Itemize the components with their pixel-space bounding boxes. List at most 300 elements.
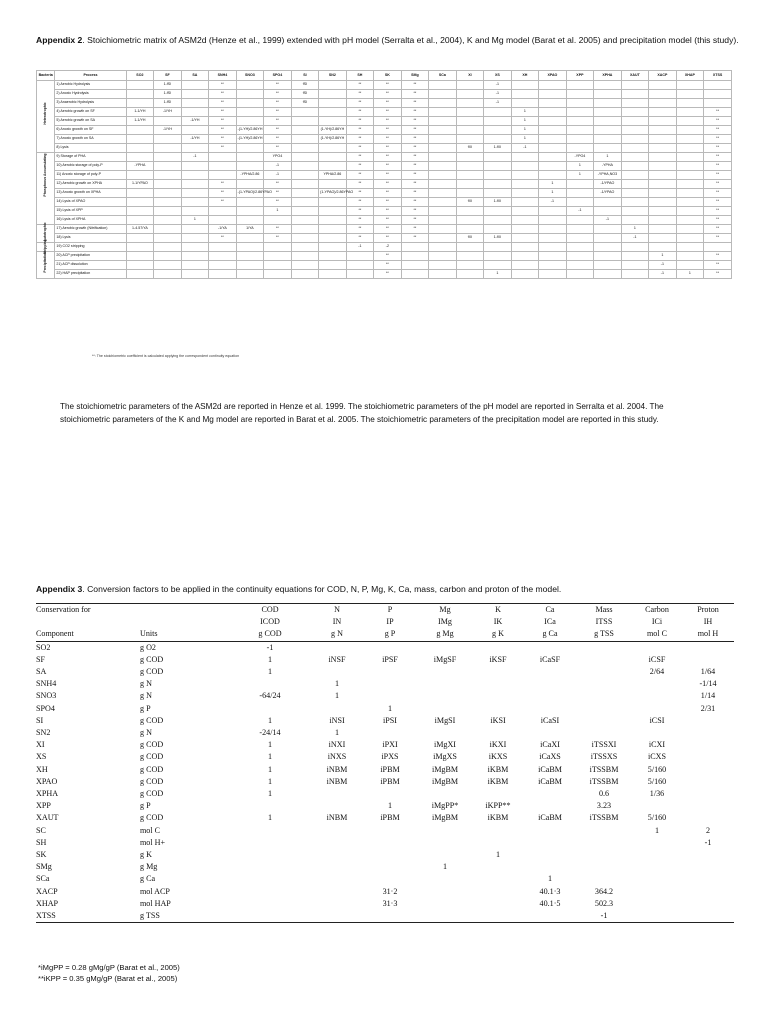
units-cell: g COD xyxy=(140,715,164,725)
matrix-process-cell: 18) Lysis xyxy=(55,234,126,243)
matrix-cell xyxy=(429,252,457,261)
matrix-cell: ** xyxy=(346,81,374,90)
matrix-cell xyxy=(126,270,154,279)
matrix-cell xyxy=(319,252,347,261)
matrix-cell: 1 xyxy=(511,135,539,144)
matrix-cell: ** xyxy=(401,135,429,144)
component-cell: SH xyxy=(36,837,47,847)
matrix-col-header: SF xyxy=(154,71,182,81)
matrix-cell xyxy=(649,189,677,198)
conversion-header-cell: g COD xyxy=(228,628,312,641)
conversion-header-cell: ICi xyxy=(651,617,663,627)
conversion-cell xyxy=(228,898,312,910)
matrix-cell xyxy=(154,261,182,270)
matrix-cell xyxy=(126,171,154,180)
conversion-cell: iKPP** xyxy=(485,801,511,811)
conversion-cell xyxy=(472,861,524,873)
matrix-cell: -1 xyxy=(484,90,512,99)
matrix-cell: 1-1/YH xyxy=(126,108,154,117)
conversion-cell: 2/31 xyxy=(700,703,716,713)
matrix-cell xyxy=(126,252,154,261)
matrix-cell xyxy=(264,243,292,252)
matrix-cell xyxy=(126,207,154,216)
matrix-cell: ** xyxy=(374,234,402,243)
matrix-cell: ** xyxy=(704,180,732,189)
matrix-cell: ** xyxy=(264,198,292,207)
matrix-cell xyxy=(291,270,319,279)
matrix-cell: ** xyxy=(264,144,292,153)
matrix-cell: -YPHA/2.86 xyxy=(236,171,264,180)
units-cell: g COD xyxy=(140,764,164,774)
conversion-cell: -1 xyxy=(266,642,274,652)
conversion-row xyxy=(36,910,734,923)
matrix-cell xyxy=(539,81,567,90)
conversion-cell xyxy=(576,641,632,654)
conversion-cell xyxy=(472,886,524,898)
conversion-cell xyxy=(418,690,472,702)
conversion-header-cell: Component xyxy=(36,628,140,641)
matrix-cell xyxy=(676,252,704,261)
matrix-cell xyxy=(319,180,347,189)
matrix-cell xyxy=(566,270,594,279)
matrix-cell xyxy=(594,198,622,207)
matrix-cell: 1-4.57/YA xyxy=(126,225,154,234)
matrix-cell xyxy=(676,153,704,162)
conversion-cell: iKBM xyxy=(487,764,509,774)
conversion-cell: iKXS xyxy=(488,752,508,762)
matrix-group-label-text: Heterotrophic xyxy=(42,101,47,125)
matrix-cell xyxy=(429,90,457,99)
matrix-cell xyxy=(236,117,264,126)
matrix-cell xyxy=(511,153,539,162)
matrix-cell xyxy=(676,162,704,171)
matrix-cell xyxy=(456,243,484,252)
matrix-cell: ** xyxy=(401,207,429,216)
conversion-header-cell: IH xyxy=(703,617,713,627)
matrix-cell xyxy=(456,261,484,270)
conversion-cell xyxy=(682,715,734,727)
matrix-cell xyxy=(539,144,567,153)
conversion-cell: 1 xyxy=(267,715,273,725)
matrix-cell xyxy=(456,126,484,135)
conversion-cell: 40.1·3 xyxy=(539,886,561,896)
matrix-cell: ** xyxy=(346,99,374,108)
units-cell: g K xyxy=(140,850,152,860)
matrix-row xyxy=(37,198,732,207)
matrix-cell: -1/YA xyxy=(209,225,237,234)
conversion-cell xyxy=(524,861,576,873)
conversion-row xyxy=(36,739,734,751)
matrix-cell xyxy=(594,144,622,153)
conversion-header-cell: K xyxy=(472,604,524,617)
matrix-cell xyxy=(181,180,209,189)
matrix-group-label-text: Autotrophic xyxy=(42,221,47,242)
matrix-cell xyxy=(429,153,457,162)
matrix-cell xyxy=(126,189,154,198)
matrix-row xyxy=(37,90,732,99)
conversion-cell xyxy=(418,849,472,861)
conversion-cell xyxy=(524,837,576,849)
matrix-cell xyxy=(539,135,567,144)
matrix-cell: ** xyxy=(374,189,402,198)
appendix3-caption xyxy=(36,583,744,595)
matrix-cell xyxy=(566,198,594,207)
matrix-cell: 1 xyxy=(594,153,622,162)
matrix-cell xyxy=(621,180,649,189)
conversion-cell xyxy=(362,788,418,800)
matrix-col-header: XS xyxy=(484,71,512,81)
matrix-row xyxy=(37,81,732,90)
matrix-cell xyxy=(511,162,539,171)
conversion-header-cell xyxy=(36,616,140,628)
conversion-header-cell: g K xyxy=(472,628,524,641)
conversion-header-cell: IMg xyxy=(438,617,452,627)
component-cell: XS xyxy=(36,752,47,762)
matrix-cell xyxy=(181,162,209,171)
conversion-cell: iTSSXS xyxy=(590,752,618,762)
matrix-cell: ** xyxy=(346,189,374,198)
matrix-cell xyxy=(594,99,622,108)
matrix-cell xyxy=(704,99,732,108)
footnote-ik-pp: **iKPP = 0.35 gMg/gP (Barat et al., 2005) xyxy=(38,974,178,983)
matrix-cell xyxy=(676,90,704,99)
matrix-cell xyxy=(566,126,594,135)
matrix-cell xyxy=(511,270,539,279)
matrix-cell xyxy=(181,207,209,216)
conversion-cell xyxy=(312,800,362,812)
matrix-cell xyxy=(649,225,677,234)
conversion-cell: iKBM xyxy=(487,813,509,823)
matrix-cell xyxy=(621,189,649,198)
conversion-cell: 40.1·5 xyxy=(539,898,561,908)
conversion-cell xyxy=(472,690,524,702)
matrix-row xyxy=(37,225,732,234)
matrix-cell: ** xyxy=(401,198,429,207)
units-cell: g P xyxy=(140,703,151,713)
matrix-row xyxy=(37,144,732,153)
conversion-cell xyxy=(682,641,734,654)
component-cell: XHAP xyxy=(36,898,59,908)
conversion-cell: 1 xyxy=(387,703,393,713)
matrix-cell xyxy=(291,180,319,189)
matrix-cell: ** xyxy=(346,180,374,189)
conversion-cell xyxy=(524,910,576,923)
matrix-cell xyxy=(539,108,567,117)
matrix-cell: ** xyxy=(264,225,292,234)
matrix-cell xyxy=(291,198,319,207)
matrix-cell xyxy=(676,180,704,189)
matrix-cell xyxy=(539,171,567,180)
matrix-row xyxy=(37,180,732,189)
conversion-cell: -64/24 xyxy=(259,691,281,701)
conversion-cell: 2 xyxy=(705,825,711,835)
conversion-header-cell: g N xyxy=(312,628,362,641)
matrix-cell xyxy=(484,225,512,234)
conversion-cell xyxy=(312,861,362,873)
conversion-cell xyxy=(362,641,418,654)
units-cell: mol H+ xyxy=(140,837,166,847)
matrix-cell xyxy=(621,270,649,279)
conversion-cell: iMgBM xyxy=(431,813,459,823)
matrix-cell xyxy=(209,243,237,252)
matrix-cell: -YPHA,NO3 xyxy=(594,171,622,180)
matrix-cell xyxy=(621,261,649,270)
matrix-cell xyxy=(539,90,567,99)
conversion-cell: iPSF xyxy=(382,654,398,664)
matrix-cell: ** xyxy=(346,135,374,144)
conversion-cell: iNBM xyxy=(326,764,348,774)
matrix-cell xyxy=(346,261,374,270)
matrix-cell xyxy=(154,207,182,216)
matrix-cell xyxy=(291,207,319,216)
matrix-cell xyxy=(566,216,594,225)
matrix-cell: ** xyxy=(264,99,292,108)
matrix-cell xyxy=(456,180,484,189)
matrix-group-label-text: Phosphorus Accumulating xyxy=(42,153,47,197)
matrix-cell: fXI xyxy=(456,144,484,153)
matrix-cell xyxy=(429,243,457,252)
matrix-cell xyxy=(181,225,209,234)
matrix-cell xyxy=(154,153,182,162)
matrix-cell xyxy=(594,234,622,243)
matrix-cell: (1-YH)/2.86YH xyxy=(319,135,347,144)
matrix-row xyxy=(37,99,732,108)
matrix-cell xyxy=(621,117,649,126)
conversion-cell xyxy=(576,715,632,727)
matrix-cell xyxy=(429,198,457,207)
conversion-cell xyxy=(632,849,682,861)
matrix-cell: fSI xyxy=(291,90,319,99)
matrix-cell: ** xyxy=(401,162,429,171)
conversion-cell xyxy=(632,703,682,715)
matrix-cell xyxy=(429,162,457,171)
matrix-cell: ** xyxy=(209,144,237,153)
conversion-cell xyxy=(228,886,312,898)
conversion-cell xyxy=(312,825,362,837)
matrix-cell xyxy=(676,126,704,135)
matrix-cell xyxy=(236,252,264,261)
conversion-cell: iNBM xyxy=(326,813,348,823)
matrix-cell xyxy=(511,90,539,99)
conversion-header-cell: Mg xyxy=(418,604,472,617)
matrix-cell xyxy=(484,153,512,162)
matrix-group-label-text: Stripping xyxy=(42,239,47,255)
conversion-cell xyxy=(576,654,632,666)
conversion-cell: iCaXS xyxy=(539,752,561,762)
matrix-cell: ** xyxy=(346,117,374,126)
matrix-process-cell: 17) Aerobic growth (Nitrification) xyxy=(55,225,126,234)
matrix-cell xyxy=(209,162,237,171)
matrix-cell: -YPHA xyxy=(594,162,622,171)
matrix-cell xyxy=(594,252,622,261)
conversion-header-cell: g TSS xyxy=(576,628,632,641)
matrix-cell xyxy=(621,81,649,90)
conversion-header-cell: IK xyxy=(493,617,503,627)
matrix-cell: ** xyxy=(374,270,402,279)
matrix-row xyxy=(37,108,732,117)
matrix-cell xyxy=(181,189,209,198)
matrix-cell xyxy=(236,198,264,207)
conversion-cell xyxy=(418,678,472,690)
conversion-cell xyxy=(524,641,576,654)
matrix-cell xyxy=(594,207,622,216)
conversion-cell xyxy=(472,873,524,885)
matrix-cell xyxy=(676,108,704,117)
matrix-cell: ** xyxy=(264,108,292,117)
conversion-cell xyxy=(632,690,682,702)
conversion-cell: 3.23 xyxy=(596,801,612,811)
matrix-cell xyxy=(429,144,457,153)
units-cell: g N xyxy=(140,691,152,701)
matrix-col-header: Process xyxy=(55,71,126,81)
conversion-cell: 1 xyxy=(334,728,340,738)
matrix-cell: 1 xyxy=(621,225,649,234)
matrix-cell: ** xyxy=(704,252,732,261)
conversion-row xyxy=(36,715,734,727)
matrix-cell xyxy=(676,216,704,225)
conversion-cell xyxy=(576,873,632,885)
conversion-cell xyxy=(472,825,524,837)
matrix-cell xyxy=(539,117,567,126)
conversion-cell xyxy=(228,837,312,849)
conversion-header-cell: ICa xyxy=(544,617,556,627)
matrix-cell xyxy=(154,243,182,252)
matrix-cell: ** xyxy=(401,117,429,126)
conversion-cell: iTSSBM xyxy=(589,764,619,774)
conversion-cell: iPSI xyxy=(383,715,397,725)
matrix-cell xyxy=(429,261,457,270)
component-cell: SNO3 xyxy=(36,691,57,701)
matrix-cell xyxy=(209,270,237,279)
component-cell: XPAO xyxy=(36,776,58,786)
conversion-row xyxy=(36,898,734,910)
conversion-cell: iPXI xyxy=(382,740,398,750)
matrix-cell xyxy=(181,234,209,243)
matrix-cell xyxy=(181,243,209,252)
units-cell: g COD xyxy=(140,813,164,823)
conversion-cell xyxy=(312,849,362,861)
conversion-cell xyxy=(362,727,418,739)
matrix-cell: fSI xyxy=(291,81,319,90)
matrix-cell xyxy=(126,261,154,270)
matrix-cell xyxy=(429,126,457,135)
matrix-cell xyxy=(181,90,209,99)
matrix-cell xyxy=(346,252,374,261)
conversion-header-cell: COD xyxy=(228,604,312,617)
matrix-cell: -(1-YH)/2.86YH xyxy=(236,135,264,144)
matrix-cell xyxy=(649,81,677,90)
conversion-cell xyxy=(524,678,576,690)
matrix-cell xyxy=(291,153,319,162)
conversion-cell: 1 xyxy=(547,874,553,884)
conversion-cell xyxy=(524,666,576,678)
matrix-cell: ** xyxy=(209,81,237,90)
conversion-cell xyxy=(418,727,472,739)
matrix-cell xyxy=(621,171,649,180)
conversion-header-row xyxy=(36,616,734,628)
matrix-cell: 1-fXI xyxy=(484,198,512,207)
conversion-cell: 5/160 xyxy=(647,813,667,823)
matrix-cell: ** xyxy=(209,234,237,243)
matrix-cell xyxy=(126,198,154,207)
conversion-cell: 1 xyxy=(267,740,273,750)
matrix-cell: 1 xyxy=(539,180,567,189)
matrix-cell xyxy=(484,207,512,216)
matrix-cell xyxy=(511,252,539,261)
matrix-col-header: XPHA xyxy=(594,71,622,81)
matrix-cell xyxy=(566,135,594,144)
matrix-cell: ** xyxy=(264,126,292,135)
conversion-cell: iNSF xyxy=(328,654,346,664)
component-cell: SA xyxy=(36,667,47,677)
matrix-cell xyxy=(429,207,457,216)
matrix-group-label-text: Precipitation xyxy=(42,252,47,273)
matrix-cell xyxy=(319,198,347,207)
conversion-cell: 1 xyxy=(334,679,340,689)
conversion-cell: 5/160 xyxy=(647,776,667,786)
matrix-cell xyxy=(319,207,347,216)
matrix-cell xyxy=(649,117,677,126)
matrix-row xyxy=(37,243,732,252)
matrix-cell xyxy=(209,153,237,162)
conversion-cell xyxy=(312,666,362,678)
matrix-cell: 1 xyxy=(566,162,594,171)
matrix-cell: -1/YH xyxy=(181,117,209,126)
matrix-cell: ** xyxy=(704,144,732,153)
matrix-cell: ** xyxy=(704,261,732,270)
component-cell: SI xyxy=(36,715,44,725)
matrix-process-cell: 3) Anaerobic Hydrolysis xyxy=(55,99,126,108)
matrix-cell xyxy=(209,207,237,216)
conversion-cell xyxy=(312,873,362,885)
conversion-cell xyxy=(576,849,632,861)
matrix-col-header: SA xyxy=(181,71,209,81)
matrix-cell xyxy=(236,153,264,162)
matrix-col-header: XHAP xyxy=(676,71,704,81)
matrix-cell: -2 xyxy=(374,243,402,252)
matrix-cell xyxy=(181,270,209,279)
matrix-col-header: SH xyxy=(346,71,374,81)
matrix-cell: ** xyxy=(704,225,732,234)
conversion-cell xyxy=(472,837,524,849)
matrix-cell xyxy=(236,81,264,90)
conversion-cell: 1/36 xyxy=(649,789,665,799)
matrix-cell xyxy=(429,108,457,117)
matrix-cell xyxy=(484,135,512,144)
matrix-cell xyxy=(566,99,594,108)
matrix-cell xyxy=(566,81,594,90)
matrix-cell xyxy=(649,162,677,171)
conversion-cell xyxy=(228,678,312,690)
matrix-cell xyxy=(456,162,484,171)
matrix-cell xyxy=(126,81,154,90)
conversion-cell: iPXS xyxy=(381,752,399,762)
matrix-cell: ** xyxy=(374,252,402,261)
matrix-cell xyxy=(429,135,457,144)
conversion-cell xyxy=(576,825,632,837)
matrix-cell xyxy=(511,216,539,225)
matrix-cell: ** xyxy=(346,126,374,135)
matrix-cell: ** xyxy=(209,189,237,198)
conversion-cell: -1 xyxy=(704,837,712,847)
conversion-cell xyxy=(362,666,418,678)
conversion-cell xyxy=(524,800,576,812)
matrix-cell xyxy=(456,189,484,198)
matrix-cell xyxy=(209,216,237,225)
matrix-cell xyxy=(511,81,539,90)
matrix-cell xyxy=(649,243,677,252)
conversion-header-cell: mol C xyxy=(632,628,682,641)
